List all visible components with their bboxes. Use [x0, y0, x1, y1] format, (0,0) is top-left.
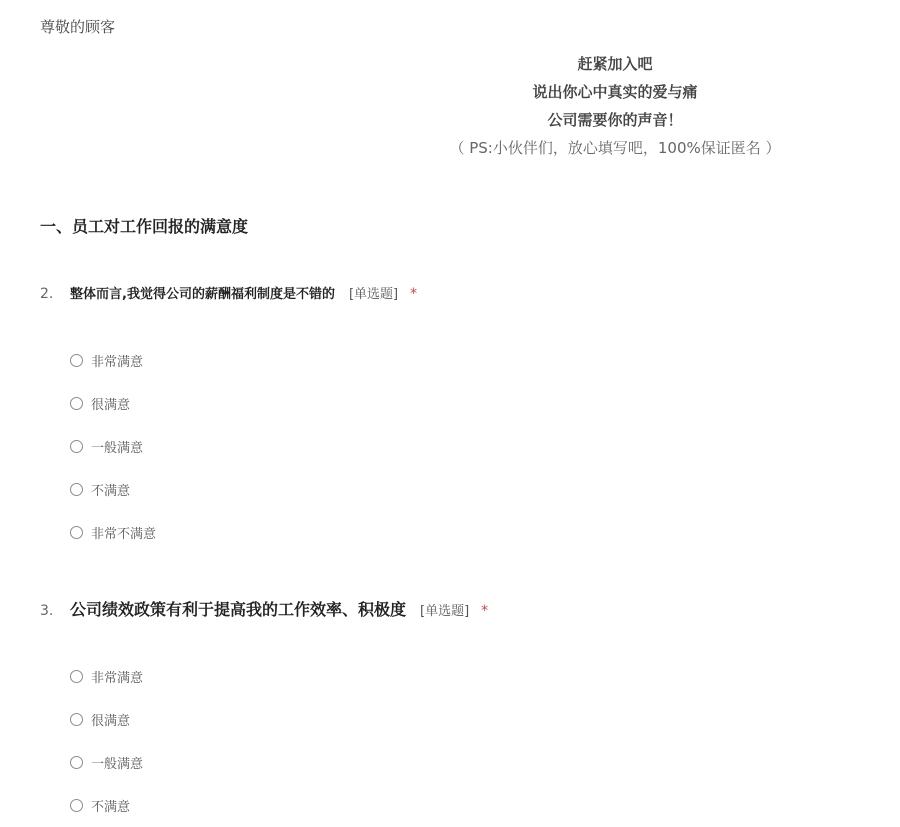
question-2	[40, 283, 417, 302]
question-number: 2.	[40, 286, 54, 302]
greeting-text: 尊敬的顾客	[40, 18, 116, 36]
option-dissatisfied[interactable]	[70, 784, 143, 827]
section-title: 一、员工对工作回报的满意度	[40, 217, 249, 236]
radio-button[interactable]	[70, 799, 83, 812]
question-title: 整体而言,我觉得公司的薪酬福利制度是不错的	[70, 287, 335, 302]
question-type-label: [单选题]	[348, 287, 399, 302]
question-2-options	[70, 339, 156, 554]
radio-button[interactable]	[70, 440, 83, 453]
option-label: 一般满意	[91, 757, 144, 772]
option-somewhat-satisfied[interactable]	[70, 425, 156, 468]
radio-button[interactable]	[70, 756, 83, 769]
option-satisfied[interactable]	[70, 382, 156, 425]
question-title: 公司绩效政策有利于提高我的工作效率、积极度	[70, 600, 407, 619]
question-number: 3.	[40, 603, 54, 619]
radio-button[interactable]	[70, 670, 83, 683]
required-marker: *	[410, 286, 418, 302]
option-label: 不满意	[91, 800, 131, 815]
option-label: 不满意	[91, 484, 131, 499]
question-header	[40, 283, 417, 302]
option-label: 一般满意	[91, 441, 144, 456]
option-label: 很满意	[91, 714, 131, 729]
intro-line-2: 说出你心中真实的爱与痛	[532, 83, 698, 101]
option-label: 非常满意	[91, 355, 144, 370]
radio-button[interactable]	[70, 354, 83, 367]
question-header	[40, 597, 488, 620]
option-very-satisfied[interactable]	[70, 655, 143, 698]
question-type-label: [单选题]	[420, 604, 470, 619]
question-3-options	[70, 655, 143, 827]
radio-button[interactable]	[70, 526, 83, 539]
option-label: 很满意	[91, 398, 131, 413]
option-label: 非常不满意	[91, 527, 157, 542]
option-somewhat-satisfied[interactable]	[70, 741, 143, 784]
radio-button[interactable]	[70, 713, 83, 726]
option-satisfied[interactable]	[70, 698, 143, 741]
option-label: 非常满意	[91, 671, 144, 686]
option-very-dissatisfied[interactable]	[70, 511, 156, 554]
question-3	[40, 597, 488, 620]
intro-line-1: 赶紧加入吧	[577, 55, 653, 73]
intro-ps-note: （ PS:小伙伴们，放心填写吧，100%保证匿名 ）	[449, 139, 781, 157]
radio-button[interactable]	[70, 397, 83, 410]
option-dissatisfied[interactable]	[70, 468, 156, 511]
radio-button[interactable]	[70, 483, 83, 496]
intro-line-3: 公司需要你的声音！	[547, 111, 683, 129]
required-marker: *	[481, 603, 489, 619]
intro-block	[440, 50, 790, 162]
option-very-satisfied[interactable]	[70, 339, 156, 382]
